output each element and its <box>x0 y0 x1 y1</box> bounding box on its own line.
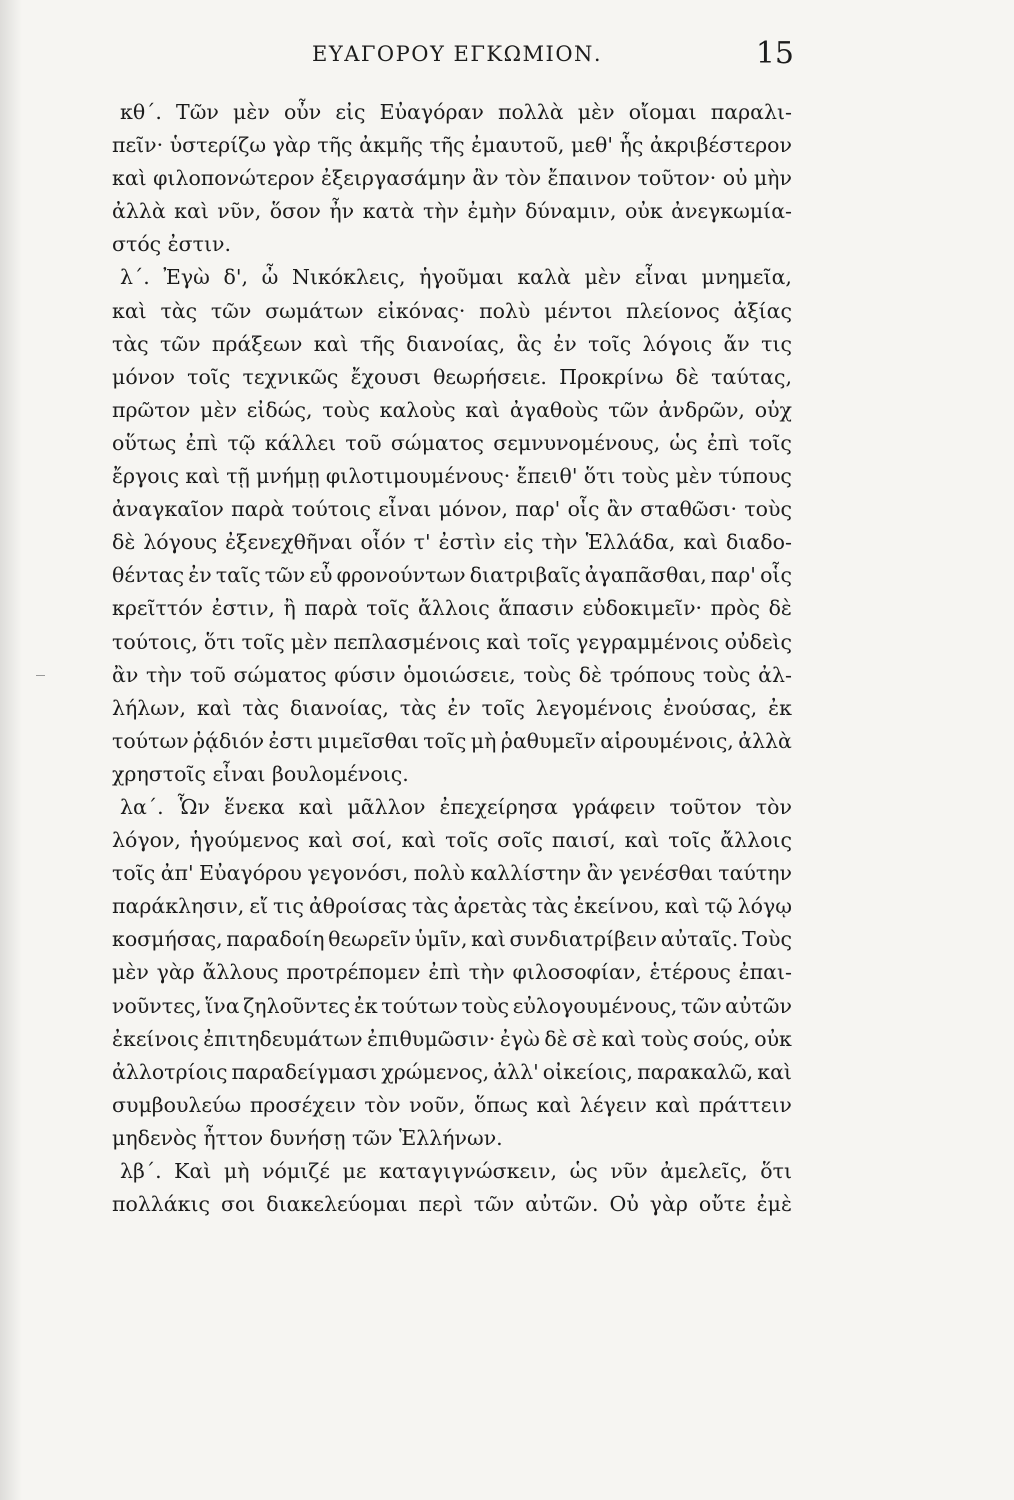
body-text <box>112 96 792 1221</box>
text-line: μὲν γὰρ ἄλλους προτρέπομεν ἐπὶ τὴν φιλοσοφίαν, ἑτέρους ἐπαι- <box>112 960 792 985</box>
text-line: ἔργοις καὶ τῇ μνήμῃ φιλοτιμουμένους· ἔπειθ' ὅτι τοὺς μὲν τύπους <box>112 464 792 489</box>
text-line: κρεῖττόν ἐστιν, ἢ παρὰ τοῖς ἄλλοις ἅπασιν εὐδοκιμεῖν· πρὸς δὲ <box>112 596 792 621</box>
text-line: δὲ λόγους ἐξενεχθῆναι οἷόν τ' ἐστὶν εἰς τὴν Ἑλλάδα, καὶ διαδο- <box>112 530 792 555</box>
text-line: χρηστοῖς εἶναι βουλομένοις. <box>112 761 409 786</box>
text-line: καὶ τὰς τῶν σωμάτων εἰκόνας· πολὺ μέντοι πλείονος ἀξίας <box>112 298 792 323</box>
text-line: καὶ φιλοπονώτερον ἐξειργασάμην ἂν τὸν ἔπαινον τοῦτον· οὐ μὴν <box>112 166 792 191</box>
margin-mark <box>36 675 45 676</box>
text-line: μόνον τοῖς τεχνικῶς ἔχουσι θεωρήσειε. Προκρίνω δὲ ταύτας, <box>112 364 792 389</box>
text-line: στός ἐστιν. <box>112 232 232 257</box>
text-line: συμβουλεύω προσέχειν τὸν νοῦν, ὅπως καὶ λέγειν καὶ πράττειν <box>112 1092 792 1117</box>
page-header <box>112 36 794 82</box>
text-line: λ΄. Ἐγὼ δ', ὦ Νικόκλεις, ἡγοῦμαι καλὰ μὲν εἶναι μνημεῖα, <box>120 265 792 290</box>
text-line: τούτων ῥᾴδιόν ἐστι μιμεῖσθαι τοῖς μὴ ῥαθυμεῖν αἱρουμένοις, ἀλλὰ <box>112 728 792 753</box>
text-line: κοσμήσας, παραδοίη θεωρεῖν ὑμῖν, καὶ συνδιατρίβειν αὐταῖς. Τοὺς <box>112 927 792 952</box>
text-line: νοῦντες, ἵνα ζηλοῦντες ἐκ τούτων τοὺς εὐλογουμένους, τῶν αὐτῶν <box>112 993 792 1018</box>
text-line: ἀλλὰ καὶ νῦν, ὅσον ἦν κατὰ τὴν ἐμὴν δύναμιν, οὐκ ἀνεγκωμία- <box>112 199 792 224</box>
text-line: πρῶτον μὲν εἰδώς, τοὺς καλοὺς καὶ ἀγαθοὺς τῶν ἀνδρῶν, οὐχ <box>112 397 792 422</box>
running-title: ΕΥΑΓΟΡΟΥ ΕΓΚΩΜΙΟΝ. <box>312 42 603 66</box>
text-line: μηδενὸς ἧττον δυνήσῃ τῶν Ἑλλήνων. <box>112 1125 503 1150</box>
binding-shadow <box>0 0 22 1500</box>
text-line: θέντας ἐν ταῖς τῶν εὖ φρονούντων διατριβαῖς ἀγαπᾶσθαι, παρ' οἷς <box>112 563 792 588</box>
text-line: λα΄. Ὧν ἕνεκα καὶ μᾶλλον ἐπεχείρησα γράφειν τοῦτον τὸν <box>120 794 792 819</box>
text-line: ἂν τὴν τοῦ σώματος φύσιν ὁμοιώσειε, τοὺς δὲ τρόπους τοὺς ἀλ- <box>112 662 792 687</box>
text-line: τὰς τῶν πράξεων καὶ τῆς διανοίας, ἃς ἐν τοῖς λόγοις ἄν τις <box>112 331 792 356</box>
text-line: λήλων, καὶ τὰς διανοίας, τὰς ἐν τοῖς λεγομένοις ἐνούσας, ἐκ <box>112 695 792 720</box>
page-number: 15 <box>755 36 794 71</box>
text-line: οὕτως ἐπὶ τῷ κάλλει τοῦ σώματος σεμνυνομένους, ὡς ἐπὶ τοῖς <box>112 430 792 455</box>
text-line: κθ΄. Τῶν μὲν οὖν εἰς Εὐαγόραν πολλὰ μὲν οἴομαι παραλι- <box>120 100 792 124</box>
text-line: πεῖν· ὑστερίζω γὰρ τῆς ἀκμῆς τῆς ἐμαυτοῦ, μεθ' ἧς ἀκριβέστερον <box>112 133 792 158</box>
text-line: πολλάκις σοι διακελεύομαι περὶ τῶν αὐτῶν. Οὐ γὰρ οὔτε ἐμὲ <box>112 1192 792 1217</box>
text-line: λόγον, ἡγούμενος καὶ σοί, καὶ τοῖς σοῖς παισί, καὶ τοῖς ἄλλοις <box>112 828 792 853</box>
text-line: λβ΄. Καὶ μὴ νόμιζέ με καταγιγνώσκειν, ὡς νῦν ἀμελεῖς, ὅτι <box>120 1159 792 1183</box>
text-line: τοῖς ἀπ' Εὐαγόρου γεγονόσι, πολὺ καλλίστην ἂν γενέσθαι ταύτην <box>112 861 792 886</box>
text-line: ἀλλοτρίοις παραδείγμασι χρώμενος, ἀλλ' οἰκείοις, παρακαλῶ, καὶ <box>112 1059 792 1084</box>
text-line: τούτοις, ὅτι τοῖς μὲν πεπλασμένοις καὶ τοῖς γεγραμμένοις οὐδεὶς <box>112 629 792 654</box>
text-line: παράκλησιν, εἴ τις ἀθροίσας τὰς ἀρετὰς τὰς ἐκείνου, καὶ τῷ λόγῳ <box>112 894 792 919</box>
text-line: ἐκείνοις ἐπιτηδευμάτων ἐπιθυμῶσιν· ἐγὼ δὲ σὲ καὶ τοὺς σούς, οὐκ <box>112 1026 792 1051</box>
text-line: ἀναγκαῖον παρὰ τούτοις εἶναι μόνον, παρ' οἷς ἂν σταθῶσι· τοὺς <box>112 497 792 522</box>
